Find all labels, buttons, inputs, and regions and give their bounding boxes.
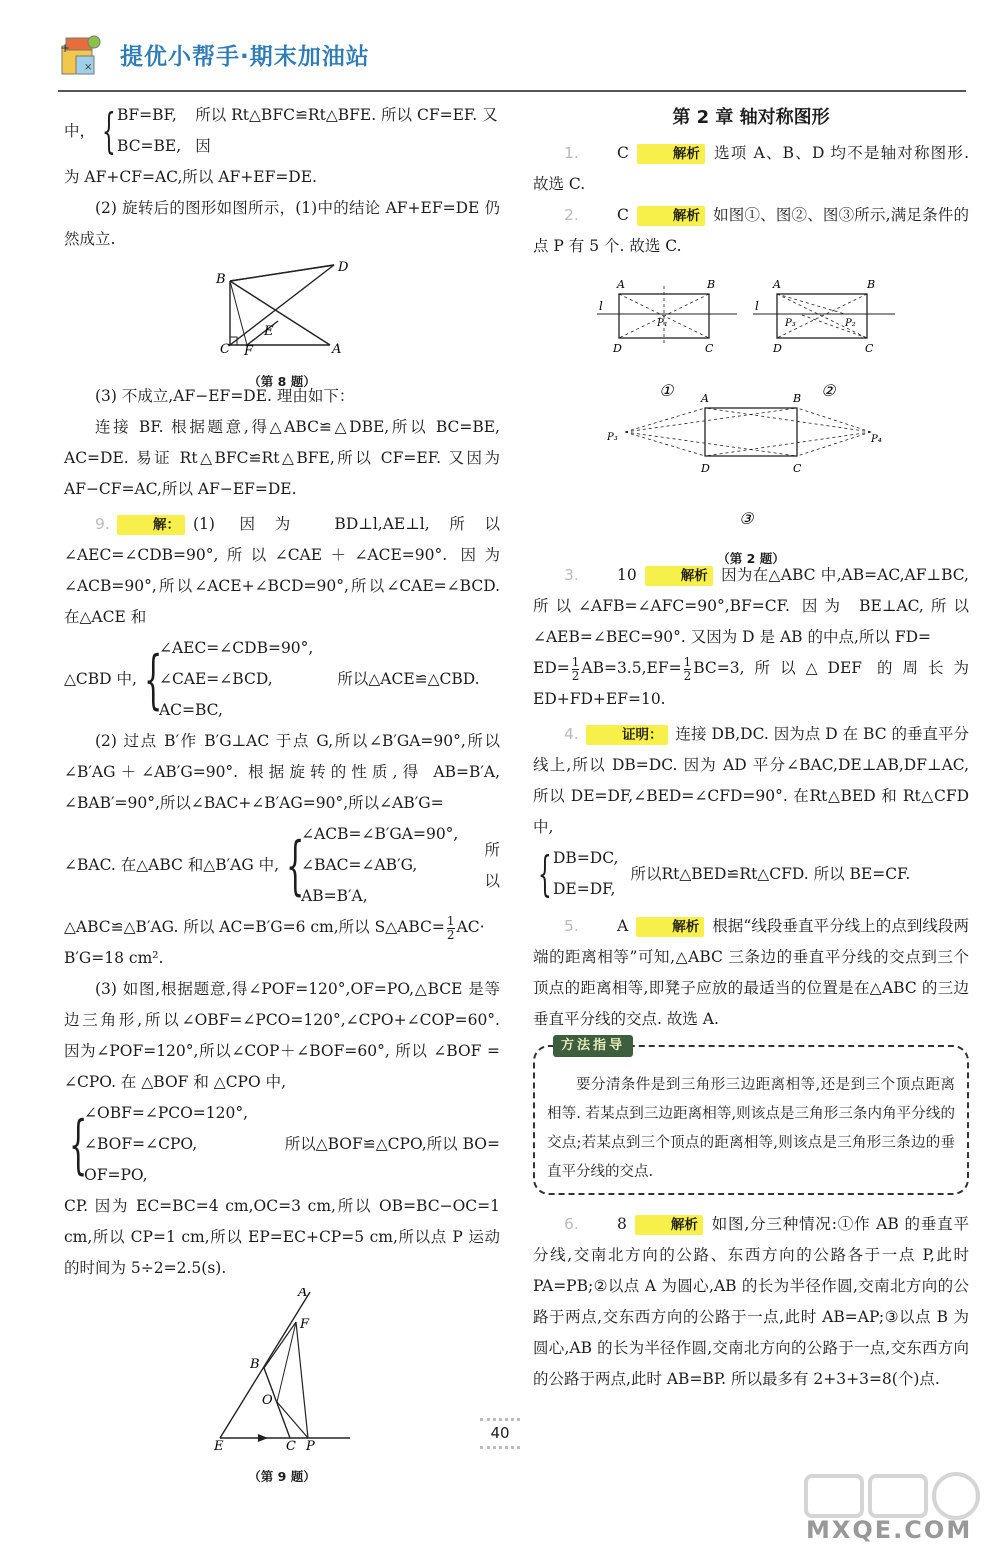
figure-8-diagram bbox=[64, 259, 500, 355]
fig2a-label-p1: P₁ bbox=[657, 318, 668, 329]
figure-9 bbox=[64, 1288, 500, 1484]
answer: C bbox=[617, 144, 629, 162]
fig9-label-f: F bbox=[300, 1317, 310, 1332]
page-header bbox=[58, 24, 966, 84]
system-line: ∠CAE=∠BCD, bbox=[158, 670, 273, 688]
question-number: 1. bbox=[564, 144, 579, 162]
watermark-text: MXQE.COM bbox=[806, 1516, 973, 1544]
sys-post: 所以△BOF≌△CPO,所以 BO= bbox=[284, 1135, 500, 1153]
q2-text: 如图①、图②、图③所示,满足条件的点 P 有 5 个. 故选 C. bbox=[533, 206, 969, 255]
question-number: 9. bbox=[95, 515, 110, 533]
fig9-label-p: P bbox=[306, 1439, 315, 1450]
q4-text: 连接 DB,DC. 因为点 D 在 BC 的垂直平分线上,所以 DB=DC. 因为 AD 平分∠BAC,DE⊥AB,DF⊥AC,所以 DE=DF,∠BED=∠CFD=90°. 在Rt△BED 和 Rt△CFD 中, bbox=[533, 725, 969, 836]
figure-9-diagram bbox=[64, 1288, 500, 1450]
solution-tag: 解： bbox=[117, 515, 185, 535]
q9-part2c: B′G=18 cm². bbox=[64, 949, 164, 967]
fig2c-label-c: C bbox=[793, 462, 802, 475]
system-bf-bc bbox=[64, 100, 500, 162]
header-title: 提优小帮手·期末加油站 bbox=[120, 44, 370, 70]
system-line: ∠BAC=∠AB′G, bbox=[301, 856, 418, 874]
q9-part1: (1) 因为 BD⊥l,AE⊥l,所以∠AEC=∠CDB=90°,所以∠CAE＋∠ACE=90°. 因为∠ACB=90°,所以∠ACE+∠BCD=90°,所以∠CAE=∠BCD. 在△ACE 和 bbox=[64, 515, 500, 626]
fig8-label-e: E bbox=[264, 324, 274, 339]
q9-part2: (2) 过点 B′作 B′G⊥AC 于点 G,所以∠B′GA=90°,所以∠B′AG＋∠AB′G=90°. 根据旋转的性质,得 AB=B′A, ∠BAB′=90°,所以∠BAC+∠B′AG=90°,所以∠AB′G= bbox=[64, 732, 500, 812]
tip-title: 方法指导 bbox=[553, 1035, 633, 1057]
fraction-half bbox=[684, 656, 692, 683]
system-q9-2 bbox=[64, 819, 500, 912]
system-lines bbox=[117, 100, 181, 162]
question-number: 2. bbox=[564, 206, 579, 224]
fig2a-label-c: C bbox=[705, 342, 714, 355]
fig9-label-c: C bbox=[286, 1439, 296, 1450]
analysis-tag: 解析 bbox=[635, 1215, 703, 1235]
fig2c-label-p3: P₃ bbox=[607, 432, 618, 443]
proof-tag: 证明： bbox=[586, 725, 668, 745]
figure-9-caption: （第 9 题） bbox=[248, 1469, 316, 1484]
fraction-numerator: 1 bbox=[571, 654, 580, 669]
fig8-label-d: D bbox=[338, 260, 349, 275]
system-lines bbox=[553, 843, 618, 905]
q3-text-4: BC=3,所以△DEF 的周长为 ED+FD+EF=10. bbox=[533, 659, 969, 708]
analysis-tag: 解析 bbox=[645, 566, 713, 586]
question-5 bbox=[533, 911, 969, 1035]
q3-cont bbox=[533, 653, 969, 715]
p1-pre: 中， bbox=[64, 121, 96, 140]
fig2b-label-a: A bbox=[773, 278, 781, 291]
right-column bbox=[533, 100, 969, 1395]
fig2a-label-d: D bbox=[613, 342, 622, 355]
system-line: OF=PO, bbox=[84, 1166, 148, 1184]
fig9-label-e: E bbox=[214, 1439, 224, 1450]
answer: C bbox=[617, 206, 629, 224]
question-number: 4. bbox=[564, 725, 579, 743]
system-line: AC=BC, bbox=[158, 701, 223, 719]
answer: 8 bbox=[617, 1215, 627, 1233]
q5-text: 根据“线段垂直平分线上的点到线段两端的距离相等”可知,△ABC 三条边的垂直平分线的交点到三个顶点的距离相等,即凳子应放的最适当的位置是在△ABC 的三边垂直平分线的交点. 故选 A. bbox=[533, 917, 969, 1028]
fig2c-label-a: A bbox=[701, 392, 709, 405]
figure-8 bbox=[64, 259, 500, 389]
analysis-tag: 解析 bbox=[637, 144, 705, 164]
question-1 bbox=[533, 138, 969, 200]
sys-pre: △CBD 中, bbox=[64, 670, 137, 688]
paragraph-part3: (3) 不成立,AF−EF=DE. 理由如下： bbox=[95, 387, 355, 405]
q3-text: 因为在△ABC 中,AB=AC,AF⊥BC, 所以∠AFB=∠AFC=90°,BF=CF. 因为 BE⊥AC,所以∠AEB=∠BEC=90°. 又因为 D 是 AB 的中点,所以 FD= bbox=[533, 566, 969, 646]
fig2b-label-b: B bbox=[867, 278, 876, 291]
question-4 bbox=[533, 719, 969, 843]
tip-text: 要分清条件是到三角形三边距离相等,还是到三个顶点距离相等. 若某点到三边距离相等,则该点是三角形三条内角平分线的交点;若某点到三个顶点的距离相等,则该点是三角形三条边的垂直平分线的交点. bbox=[547, 1077, 955, 1180]
page-number-deco bbox=[480, 1418, 520, 1421]
fig2a-label-a: A bbox=[617, 278, 625, 291]
svg-text:×: × bbox=[84, 62, 93, 73]
fig2b-label-p3: P₃ bbox=[785, 318, 796, 329]
system-line: BC=BE, bbox=[117, 137, 182, 155]
q3-text-2: ED= bbox=[533, 659, 570, 677]
fig8-label-f: F bbox=[244, 344, 254, 355]
analysis-tag: 解析 bbox=[636, 917, 704, 937]
left-brace: { bbox=[537, 846, 552, 902]
question-6 bbox=[533, 1209, 969, 1395]
q9-part4: CP. 因为 EC=BC=4 cm,OC=3 cm,所以 OB=BC−OC=1 cm,所以 CP=1 cm,所以 EP=EC+CP=5 cm,所以点 P 运动的时间为 5÷2=2.5(s). bbox=[64, 1197, 500, 1277]
system-line: AB=B′A, bbox=[301, 887, 368, 905]
fig2b-label-d: D bbox=[773, 342, 782, 355]
left-column bbox=[64, 100, 500, 1484]
question-number: 5. bbox=[564, 917, 579, 935]
header-rule bbox=[58, 90, 966, 92]
left-brace: { bbox=[143, 642, 163, 717]
q6-text: 如图,分三种情况:①作 AB 的垂直平分线,交南北方向的公路、东西方向的公路各于一点 P,此时 PA=PB;②以点 A 为圆心,AB 的长为半径作圆,交南北方向的公路于两点,交东西方向的公路于一点,此时 AB=AP;③以点 B 为圆心,AB 的长为半径作圆,交南北方向的公路于一点,交东西方向的公路于两点,此时 AB=BP. 所以最多有 2+3+3=8(个)点. bbox=[533, 1215, 969, 1388]
system-line: ∠ACB=∠B′GA=90°, bbox=[301, 825, 459, 843]
q9-part3: (3) 如图,根据题意,得∠POF=120°,OF=PO,△BCE 是等边三角形,所以∠OBF=∠PCO=120°,∠CPO+∠COP=60°. 因为∠POF=120°,所以∠COP＋∠BOF=60°, 所以 ∠BOF = ∠CPO. 在 △BOF 和 △CPO 中, bbox=[64, 980, 500, 1091]
paragraph-part2: (2) 旋转后的图形如图所示，(1)中的结论 AF+EF=DE 仍然成立. bbox=[64, 199, 500, 248]
page-number-deco bbox=[480, 1446, 520, 1449]
system-line: ∠AEC=∠CDB=90°, bbox=[158, 639, 314, 657]
question-number: 3. bbox=[564, 566, 579, 584]
system-lines bbox=[159, 633, 313, 726]
paragraph-part3-proof: 连接 BF. 根据题意,得△ABC≌△DBE,所以 BC=BE, AC=DE. 易证 Rt△BFC≌Rt△BFE,所以 CF=EF. 又因为 AF−CF=AC,所以 AF−EF=DE. bbox=[64, 418, 500, 498]
fig9-label-a: A bbox=[298, 1288, 308, 1300]
fraction-half bbox=[572, 656, 580, 683]
q1-text: 选项 A、B、D 均不是轴对称图形. 故选 C. bbox=[533, 144, 969, 193]
left-brace: { bbox=[101, 103, 116, 159]
system-line: ∠OBF=∠PCO=120°, bbox=[84, 1104, 249, 1122]
fig2c-label-b: B bbox=[793, 392, 802, 405]
fig8-label-c: C bbox=[220, 342, 230, 355]
fraction-numerator: 1 bbox=[683, 654, 692, 669]
sys-post: 所以 bbox=[484, 840, 500, 890]
system-line: ∠BOF=∠CPO, bbox=[84, 1135, 198, 1153]
sys-pre: ∠BAC. 在△ABC 和△B′AG 中, bbox=[64, 856, 280, 874]
left-brace: { bbox=[286, 828, 305, 903]
fig2a-label-b: B bbox=[707, 278, 716, 291]
fig2-mark-2: ② bbox=[821, 381, 836, 400]
system-lines bbox=[84, 1098, 248, 1191]
left-brace: { bbox=[68, 1107, 88, 1182]
system-line: DB=DC, bbox=[553, 849, 619, 867]
fraction-half bbox=[447, 915, 455, 942]
fraction-numerator: 1 bbox=[446, 913, 455, 928]
fraction-denominator: 2 bbox=[571, 668, 580, 683]
system-q9-3 bbox=[64, 1098, 500, 1191]
analysis-tag: 解析 bbox=[637, 206, 705, 226]
figure-2 bbox=[533, 266, 969, 566]
fig2b-label-c: C bbox=[865, 342, 874, 355]
fig9-label-o: O bbox=[262, 1393, 273, 1408]
p1-post: 所以 Rt△BFC≌Rt△BFE. 所以 CF=EF. 又因 bbox=[195, 106, 498, 155]
chapter-title: 第 2 章 轴对称图形 bbox=[672, 107, 830, 128]
system-line: DE=DF, bbox=[553, 880, 616, 898]
answer: 10 bbox=[617, 566, 637, 584]
figure-2-diagram bbox=[533, 266, 969, 532]
q9-part2b-tail: AC· bbox=[456, 918, 485, 936]
question-2 bbox=[533, 200, 969, 262]
q9-part2b-text: △ABC≌△B′AG. 所以 AC=B′G=6 cm,所以 S△ABC= bbox=[64, 918, 445, 936]
answer: A bbox=[617, 917, 629, 935]
svg-text:+: + bbox=[60, 41, 71, 55]
page-number: 40 bbox=[490, 1424, 510, 1442]
q3-text-3: AB=3.5,EF= bbox=[581, 659, 682, 677]
fig2a-label-l: l bbox=[599, 299, 603, 313]
system-lines bbox=[301, 819, 458, 912]
book-logo-icon bbox=[58, 32, 104, 78]
fig2c-label-d: D bbox=[701, 462, 710, 475]
fig2c-label-p4: P₄ bbox=[871, 434, 882, 445]
fraction-denominator: 2 bbox=[446, 927, 455, 942]
system-q4 bbox=[533, 843, 969, 905]
sys-post: 所以Rt△BED≌Rt△CFD. 所以 BE=CF. bbox=[630, 864, 911, 883]
fig8-label-a: A bbox=[332, 342, 342, 355]
fig9-label-b: B bbox=[250, 1357, 260, 1372]
fraction-denominator: 2 bbox=[683, 668, 692, 683]
method-tip-box bbox=[533, 1038, 969, 1195]
q9-part2b bbox=[64, 912, 500, 943]
question-9 bbox=[64, 509, 500, 633]
system-q9-1 bbox=[64, 633, 500, 726]
figure-8-caption: （第 8 题） bbox=[248, 374, 316, 389]
fig8-label-b: B bbox=[216, 272, 226, 287]
question-number: 6. bbox=[564, 1215, 579, 1233]
fig2b-label-p2: P₂ bbox=[845, 318, 856, 329]
figure-2-caption: （第 2 题） bbox=[717, 551, 785, 566]
fig2-mark-1: ① bbox=[659, 381, 674, 400]
p1-continued: 为 AF+CF=AC,所以 AF+EF=DE. bbox=[64, 168, 317, 186]
system-line: BF=BF, bbox=[117, 106, 177, 124]
fig2b-label-l: l bbox=[755, 299, 759, 313]
fig2-mark-3: ③ bbox=[739, 509, 754, 528]
sys-post: 所以△ACE≌△CBD. bbox=[337, 670, 480, 688]
